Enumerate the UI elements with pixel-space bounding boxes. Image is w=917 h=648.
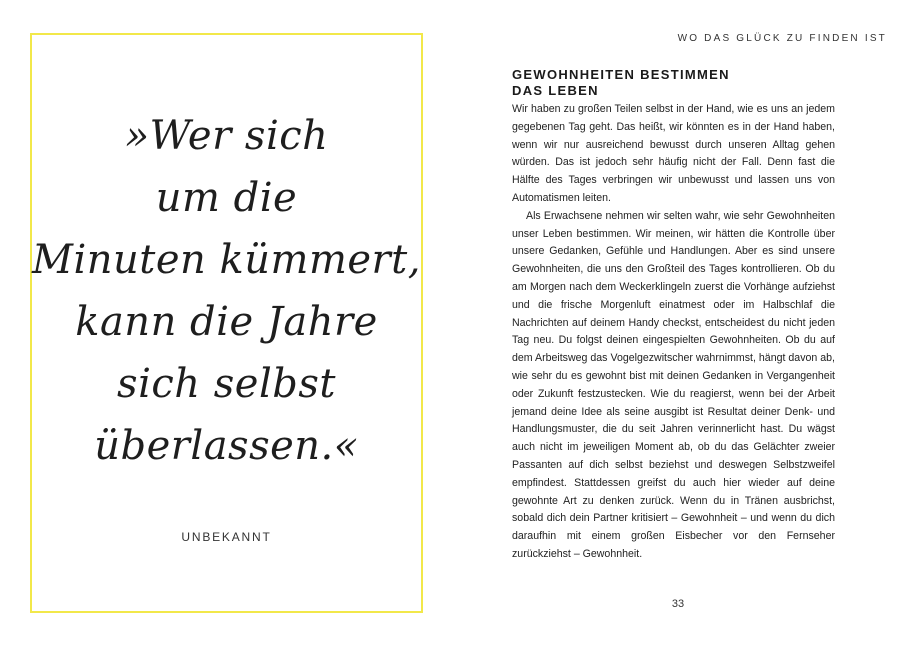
- quote-author: UNBEKANNT: [181, 530, 272, 544]
- left-page: [0, 0, 458, 648]
- paragraph: Als Erwachsene nehmen wir selten wahr, wie sehr Gewohnheiten unser Leben bestimmen. Wir meinen, wir hätten die Kontrolle über unsere Gedanken, Gefühle und Handlungen. Aber es sind unsere Gewohnheiten, die uns den Großteil des Tages kontrollieren. Ob du am Morgen nach dem Weckerklingeln zuerst die Vorhänge aufziehst und die frische Morgenluft einatmest oder im Halbschlaf die Nachrichten auf deinem Handy checkst, entscheidest du nicht jeden Tag neu. Du folgst deinen eingespielten Gewohnheiten. Ob du auf dem Arbeitsweg das Vogelgezwitscher wahrnimmst, hängt davon ab, wie sehr du es gewohnt bist mit deinen Gedanken in Vergangenheit oder Zukunft festzustecken. Wie du reagierst, wenn bei der Arbeit jemand deine Idee als seine ausgibt ist Resultat deiner Denk- und Handlungsmuster, die du seit Jahren verinnerlicht hast. Du wägst auch nicht im jeweiligen Moment ab, ob du das Gelächter zweier Passanten auf dich selbst beziehst und deswegen Selbstzweifel empfindest. Stattdessen greifst du auch hier wieder auf deine gewohnte Art zu denken zurück. Wenn du in Tränen ausbrichst, sobald dich dein Partner kritisiert – Gewohnheit – und wenn du dich daraufhin mit einem großen Eisbecher vor den Fernseher zurückziehst – Gewohnheit.: [512, 209, 835, 560]
- page-number: 33: [671, 598, 685, 610]
- quote-line: um die: [155, 175, 298, 221]
- quote-line: sich selbst: [117, 361, 336, 407]
- quote-line: Minuten kümmert,: [32, 237, 421, 283]
- quote-text: [32, 105, 421, 477]
- right-page: [458, 0, 917, 648]
- section-heading-line: DAS LEBEN: [512, 83, 599, 98]
- running-head: WO DAS GLÜCK ZU FINDEN IST: [677, 33, 887, 44]
- quote-line: »Wer sich: [124, 113, 329, 159]
- quote-frame: [30, 33, 423, 613]
- section-heading: [512, 67, 852, 99]
- body-text: [512, 101, 835, 564]
- section-heading-line: GEWOHNHEITEN BESTIMMEN: [512, 67, 730, 82]
- quote-line: kann die Jahre: [75, 299, 378, 345]
- quote-line: überlassen.«: [94, 423, 359, 469]
- paragraph: Wir haben zu großen Teilen selbst in der Hand, wie es uns an jedem gegebenen Tag geht. Das heißt, wir könnten es in der Hand haben, wenn wir nur ausreichend bewusst durch unseren Alltag gehen würden. Das ist jedoch sehr häufig nicht der Fall. Denn fast die Hälfte des Tages verbringen wir unbewusst und lassen uns von Automatismen leiten.: [512, 103, 835, 204]
